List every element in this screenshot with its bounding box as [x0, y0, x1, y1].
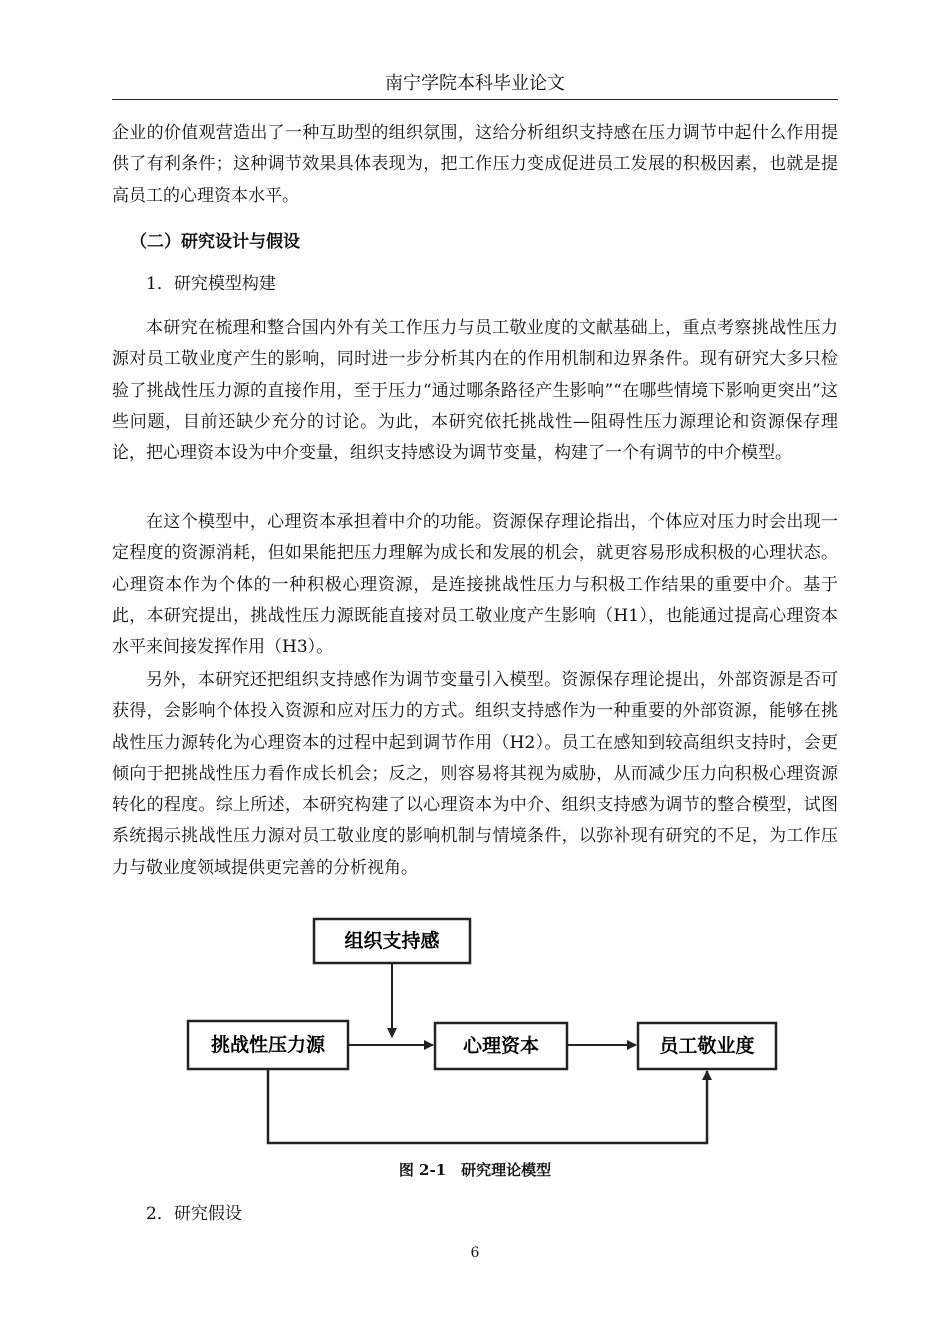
intro-paragraph: 企业的价值观营造出了一种互助型的组织氛围，这给分析组织支持感在压力调节中起什么作用提供了有利条件；这种调节效果具体表现为，把工作压力变成促进员工发展的积极因素，也就是提高员工的心理资本水平。 — [112, 123, 838, 206]
paragraph-mediator: 在这个模型中，心理资本承担着中介的功能。资源保存理论指出，个体应对压力时会出现一定程度的资源消耗，但如果能把压力理解为成长和发展的机会，就更容易形成积极的心理状态。心理资本作为个体的一种积极心理资源，是连接挑战性压力与积极工作结果的重要中介。基于此，本研究提出，挑战性压力源既能直接对员工敬业度产生影响（H1），也能通过提高心理资本水平来间接发挥作用（H3）。 — [112, 512, 838, 658]
paragraph-model-overview: 本研究在梳理和整合国内外有关工作压力与员工敬业度的文献基础上，重点考察挑战性压力源对员工敬业度产生的影响，同时进一步分析其内在的作用机制和边界条件。现有研究大多只检验了挑战性压力源的直接作用，至于压力“通过哪条路径产生影响”“在哪些情境下影响更突出”这些问题，目前还缺少充分的讨论。为此，本研究依托挑战性—阻碍性压力源理论和资源保存理论，把心理资本设为中介变量，组织支持感设为调节变量，构建了一个有调节的中介模型。 — [112, 318, 838, 464]
mediator-box — [435, 1023, 567, 1069]
paragraph-moderator: 另外，本研究还把组织支持感作为调节变量引入模型。资源保存理论提出，外部资源是否可获得，会影响个体投入资源和应对压力的方式。组织支持感作为一种重要的外部资源，能够在挑战性压力源转化为心理资本的过程中起到调节作用（H2）。员工在感知到较高组织支持时，会更倾向于把挑战性压力看作成长机会；反之，则容易将其视为威胁，从而减少压力向积极心理资源转化的程度。综上所述，本研究构建了以心理资本为中介、组织支持感为调节的整合模型，试图系统揭示挑战性压力源对员工敬业度的影响机制与情境条件，以弥补现有研究的不足，为工作压力与敬业度领域提供更完善的分析视角。 — [112, 670, 838, 878]
figure-caption: 图 2-1 研究理论模型 — [398, 1161, 552, 1179]
page-number: 6 — [470, 1245, 480, 1261]
independent-variable-box — [188, 1021, 348, 1069]
independent-variable-label: 挑战性压力源 — [210, 1034, 326, 1056]
moderator-box-label: 组织支持感 — [344, 930, 440, 952]
section-heading: （二）研究设计与假设 — [130, 232, 300, 252]
dependent-variable-label: 员工敬业度 — [659, 1035, 755, 1057]
arrow-direct-effect — [268, 1069, 707, 1143]
moderator-box — [314, 919, 470, 963]
dependent-variable-box — [638, 1023, 776, 1069]
mediator-label: 心理资本 — [462, 1035, 540, 1057]
subsection-heading-hypotheses: 2．研究假设 — [146, 1204, 242, 1224]
page-header-title: 南宁学院本科毕业论文 — [385, 73, 565, 94]
subsection-heading-model: 1．研究模型构建 — [146, 274, 276, 294]
